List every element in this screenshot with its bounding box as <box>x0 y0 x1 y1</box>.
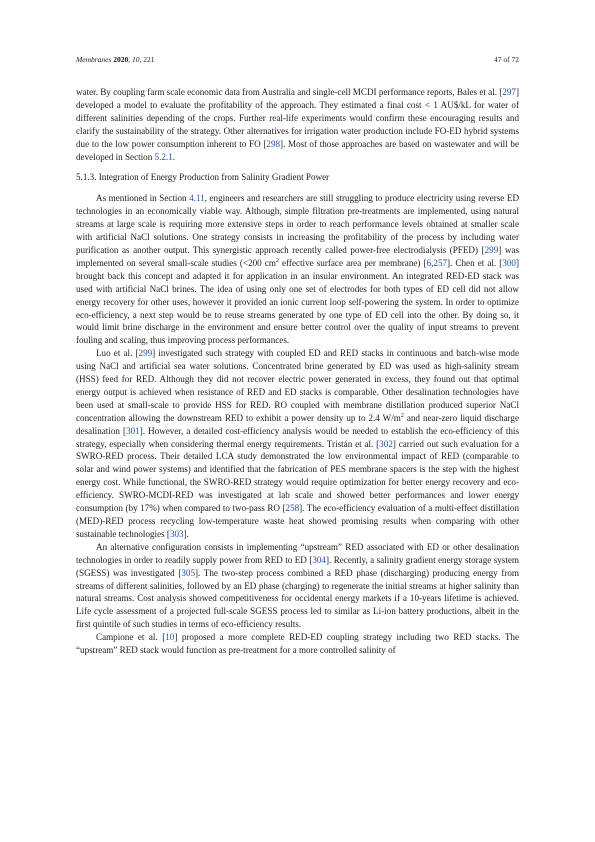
paragraph <box>76 631 519 657</box>
citation-link[interactable]: 257 <box>433 257 448 268</box>
section-number: 5.1.3. <box>76 172 97 183</box>
text: ]. <box>183 528 189 539</box>
article-number: , 221 <box>139 55 155 64</box>
text: An alternative configuration consists in implementing “upstream” RED associated with ED or other desalination technologies in order to readily supply power from RED to ED [ <box>76 541 519 565</box>
text: , <box>431 257 434 268</box>
citation-link[interactable]: 302 <box>379 438 393 449</box>
text: ]. The two-step process combined a RED phase (discharging) producing energy from streams of different salinities, followed by an ED phase (charging) to regenerate the initial streams at higher salinity than natural streams. Cost analysis showed competitiveness for occidental energy markets if a 10-years lifetime is achieved. Life cycle assessment of a projected full-scale SGESS process led to similar as Li-ion battery productions, albeit in the first quintile of such studies in terms of eco-efficiency results. <box>76 567 519 630</box>
citation-link[interactable]: 301 <box>126 425 140 436</box>
text: ]. The eco-efficiency evaluation of a multi-effect distillation (MED)-RED process recycling low-temperature waste heat showed promising results when comparing with other sustainable technologies [ <box>76 503 519 539</box>
citation-link[interactable]: 304 <box>312 554 326 565</box>
section-link[interactable]: 4.11 <box>189 193 205 204</box>
citation-link[interactable]: 298 <box>266 138 281 149</box>
paragraph-continued <box>76 86 519 163</box>
page-number: 47 of 72 <box>494 55 519 64</box>
section-title: Integration of Energy Production from Salinity Gradient Power <box>98 172 330 183</box>
body-text <box>76 86 519 657</box>
citation-link[interactable]: 297 <box>502 87 516 97</box>
citation-link[interactable]: 299 <box>138 348 153 359</box>
section-heading <box>76 171 519 184</box>
superscript: 2 <box>400 412 404 419</box>
text: ] carried out such evaluation for a SWRO-RED process. Their detailed LCA study demonstrated the low environmental impact of RED (comparable to solar and wind power systems) and identified that the fabrication of PES membrane spacers is the step with the highest energy cost. While functional, the SWRO-RED strategy would require optimization for better energy recovery and eco-efficiency. SWRO-MCDI-RED was investigated at lab scale and showed better performances and lower energy consumption (by 17%) when compared to two-pass RO [ <box>76 438 520 514</box>
text: effective surface area per membrane) [ <box>278 257 427 268</box>
paragraph <box>76 347 519 541</box>
text: ]. Most of those approaches are based on wastewater and will be developed in Section <box>76 138 519 162</box>
citation-link[interactable]: 258 <box>285 503 300 514</box>
paragraph <box>76 541 519 631</box>
text: ] investigated such strategy with coupled ED and RED stacks in continuous and batch-wise mode using NaCl and artificial sea water solutions. Concentrated brine generated by ED was used as high-salinity stream (HSS) feed for RED. Although they did not recover electric power generated in excess, they found out that optimal energy output is achieved when resistance of RED and ED stacks is comparable. Other desalination technologies have been used at small-scale to provide HSS for RED. RO coupled with membrane distillation produced superior NaCl concentration allowing the downstream RED to exhibit a power density up to 2.4 W/m <box>76 348 519 423</box>
journal-citation: Membranes 2020, 10, 221 <box>76 55 155 64</box>
journal-year: 2020 <box>113 55 129 64</box>
text: , engineers and researchers are still struggling to produce electricity using reverse ED technologies in an economically viable way. Although, simple filtration pre-treatments are implemented, using natural streams at large scale is requiring more extensive steps in order to reach performance levels obtained at smaller scale with artificial NaCl solutions. One strategy consists in increasing the profitability of the process by including water purification as another output. This synergistic approach recently called power-free electrodialysis (PFED) [ <box>76 193 520 255</box>
text: and near-zero liquid discharge desalination [ <box>76 412 519 436</box>
citation-link[interactable]: 303 <box>169 528 184 539</box>
text: water. By coupling farm scale economic data from Australia and single-cell MCDI performance reports, Bales et al. [ <box>76 87 503 97</box>
journal-volume: 10 <box>132 55 140 64</box>
journal-name: Membranes <box>76 55 112 64</box>
text: Luo et al. [ <box>96 348 139 359</box>
paragraph <box>76 192 519 347</box>
citation-link[interactable]: 10 <box>165 632 175 643</box>
text: ] developed a model to evaluate the profitability of the approach. They estimated a final cost < 1 AU$/kL for water of different salinities depending of the crops. Further real-life experiments would confirm these encouraging results and clarify the sustainability of the strategy. Other alternatives for irrigation water production include FO-ED hybrid systems due to the low power consumption inherent to FO [ <box>76 87 519 149</box>
text: . <box>172 151 176 162</box>
text: Campione et al. [ <box>96 632 166 643</box>
citation-link[interactable]: 305 <box>181 567 195 578</box>
superscript: 2 <box>275 257 279 264</box>
section-link[interactable]: 5.2.1 <box>154 151 173 162</box>
text: ]. Recently, a salinity gradient energy storage system (SGESS) was investigated [ <box>76 554 519 578</box>
text: ] proposed a more complete RED-ED coupling strategy including two RED stacks. The “upstream” RED stack would function as pre-treatment for a more controlled salinity of <box>76 632 519 656</box>
text: As mentioned in Section <box>96 193 190 204</box>
citation-link[interactable]: 6 <box>426 257 432 268</box>
text: ] brought back this concept and adapted it for application in an insular environment. An integrated RED-ED stack was used with artificial NaCl brines. The idea of using only one set of electrodes for both types of ED cell did not allow energy recovery for other uses, however it provided an ionic current loop self-powering the system. In order to optimize eco-efficiency, a next step would be to reuse streams generated by one type of ED cell into the other. By doing so, it would limit brine discharge in the environment and ensure better control over the quality of input streams to prevent fouling and scaling, thus improving process performances. <box>76 257 519 346</box>
citation-link[interactable]: 300 <box>502 257 516 268</box>
text: ] was implemented on several small-scale studies (<200 cm <box>76 244 519 268</box>
citation-link[interactable]: 299 <box>484 244 499 255</box>
text: ]. However, a detailed cost-efficiency analysis would be needed to establish the eco-efficiency of this strategy, especially when considering thermal energy requirements. Tristán et al. [ <box>76 425 519 449</box>
running-header <box>76 55 519 65</box>
text: ]. Chen et al. [ <box>447 257 503 268</box>
